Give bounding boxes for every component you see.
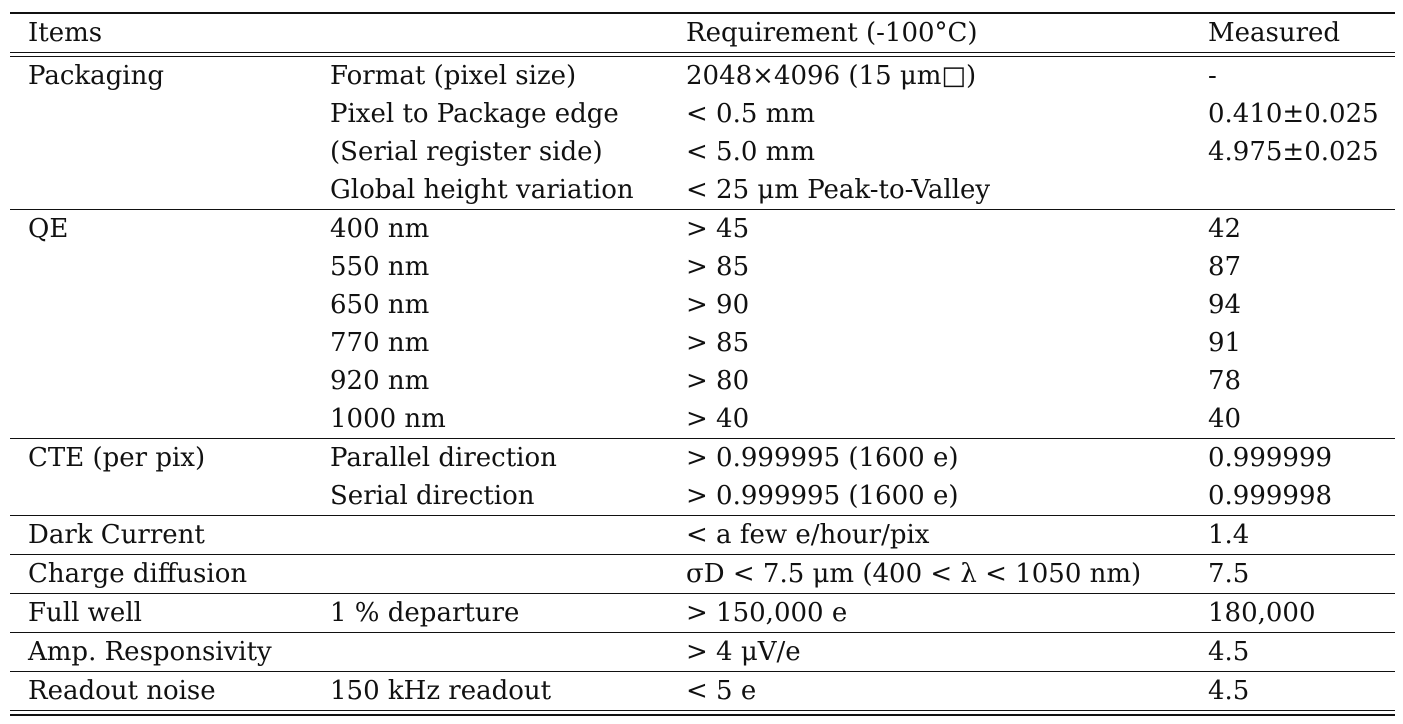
- table-row: [10, 324, 1395, 362]
- header-rule-upper: [10, 52, 1395, 53]
- requirement-value: > 45: [686, 214, 750, 244]
- requirement-value: < 5 e: [686, 676, 757, 706]
- sub-item: 1000 nm: [330, 404, 446, 434]
- table-row: [10, 248, 1395, 286]
- table-row: [10, 439, 1395, 477]
- requirement-value: < 5.0 mm: [686, 137, 815, 167]
- sub-item: 150 kHz readout: [330, 676, 552, 706]
- sub-item: Format (pixel size): [330, 61, 577, 91]
- measured-value: 0.999998: [1208, 481, 1333, 511]
- header-row: [10, 15, 1395, 53]
- measured-value: 42: [1208, 214, 1242, 244]
- group-item-label: Packaging: [28, 61, 164, 91]
- requirement-value: > 85: [686, 328, 750, 358]
- table-row: [10, 95, 1395, 133]
- bottom-rule-upper: [10, 710, 1395, 711]
- measured-value: 94: [1208, 290, 1242, 320]
- sub-item: Serial direction: [330, 481, 535, 511]
- measured-value: 0.999999: [1208, 443, 1333, 473]
- measured-value: 180,000: [1208, 598, 1316, 628]
- measured-value: 4.5: [1208, 676, 1250, 706]
- table-row: [10, 286, 1395, 324]
- measured-value: 1.4: [1208, 520, 1250, 550]
- group-item-label: Amp. Responsivity: [28, 637, 272, 667]
- table-row: [10, 672, 1395, 710]
- requirement-value: > 90: [686, 290, 750, 320]
- sub-item: Global height variation: [330, 175, 634, 205]
- measured-value: 4.5: [1208, 637, 1250, 667]
- header-measured: Measured: [1208, 18, 1341, 48]
- requirement-value: > 0.999995 (1600 e): [686, 481, 959, 511]
- sub-item: 920 nm: [330, 366, 430, 396]
- group-item-label: CTE (per pix): [28, 443, 206, 473]
- table-row: [10, 210, 1395, 248]
- group-item-label: Dark Current: [28, 520, 205, 550]
- sub-item: Pixel to Package edge: [330, 99, 619, 129]
- requirement-value: > 4 μV/e: [686, 637, 801, 667]
- requirement-value: < 25 μm Peak-to-Valley: [686, 175, 991, 205]
- requirement-value: > 85: [686, 252, 750, 282]
- sub-item: (Serial register side): [330, 137, 603, 167]
- table-row: [10, 362, 1395, 400]
- table-row: [10, 516, 1395, 554]
- table-row: [10, 133, 1395, 171]
- table-row: [10, 477, 1395, 515]
- sub-item: 770 nm: [330, 328, 430, 358]
- group-item-label: QE: [28, 214, 69, 244]
- table-row: [10, 400, 1395, 438]
- requirement-value: > 0.999995 (1600 e): [686, 443, 959, 473]
- requirement-value: < 0.5 mm: [686, 99, 815, 129]
- sub-item: 400 nm: [330, 214, 430, 244]
- measured-value: 40: [1208, 404, 1242, 434]
- table-row: [10, 57, 1395, 95]
- measured-value: 87: [1208, 252, 1242, 282]
- group-item-label: Charge diffusion: [28, 559, 248, 589]
- measured-value: 0.410±0.025: [1208, 99, 1379, 129]
- requirement-value: > 40: [686, 404, 750, 434]
- header-items: Items: [28, 18, 103, 48]
- requirement-value: < a few e/hour/pix: [686, 520, 930, 550]
- sub-item: 650 nm: [330, 290, 430, 320]
- bottom-rule-lower: [10, 714, 1395, 716]
- table-row: [10, 633, 1395, 671]
- table-row: [10, 555, 1395, 593]
- group-item-label: Full well: [28, 598, 142, 628]
- requirement-value: 2048×4096 (15 μm□): [686, 61, 977, 91]
- measured-value: -: [1208, 61, 1217, 91]
- sub-item: Parallel direction: [330, 443, 557, 473]
- table-row: [10, 594, 1395, 632]
- top-rule: [10, 12, 1395, 14]
- requirement-value: σD < 7.5 μm (400 < λ < 1050 nm): [686, 559, 1142, 589]
- requirement-value: > 150,000 e: [686, 598, 848, 628]
- measured-value: 78: [1208, 366, 1242, 396]
- measured-value: 4.975±0.025: [1208, 137, 1379, 167]
- header-requirement: Requirement (-100°C): [686, 18, 978, 48]
- group-item-label: Readout noise: [28, 676, 216, 706]
- measured-value: 7.5: [1208, 559, 1250, 589]
- measured-value: 91: [1208, 328, 1242, 358]
- sub-item: 1 % departure: [330, 598, 520, 628]
- requirement-value: > 80: [686, 366, 750, 396]
- table-row: [10, 171, 1395, 209]
- sub-item: 550 nm: [330, 252, 430, 282]
